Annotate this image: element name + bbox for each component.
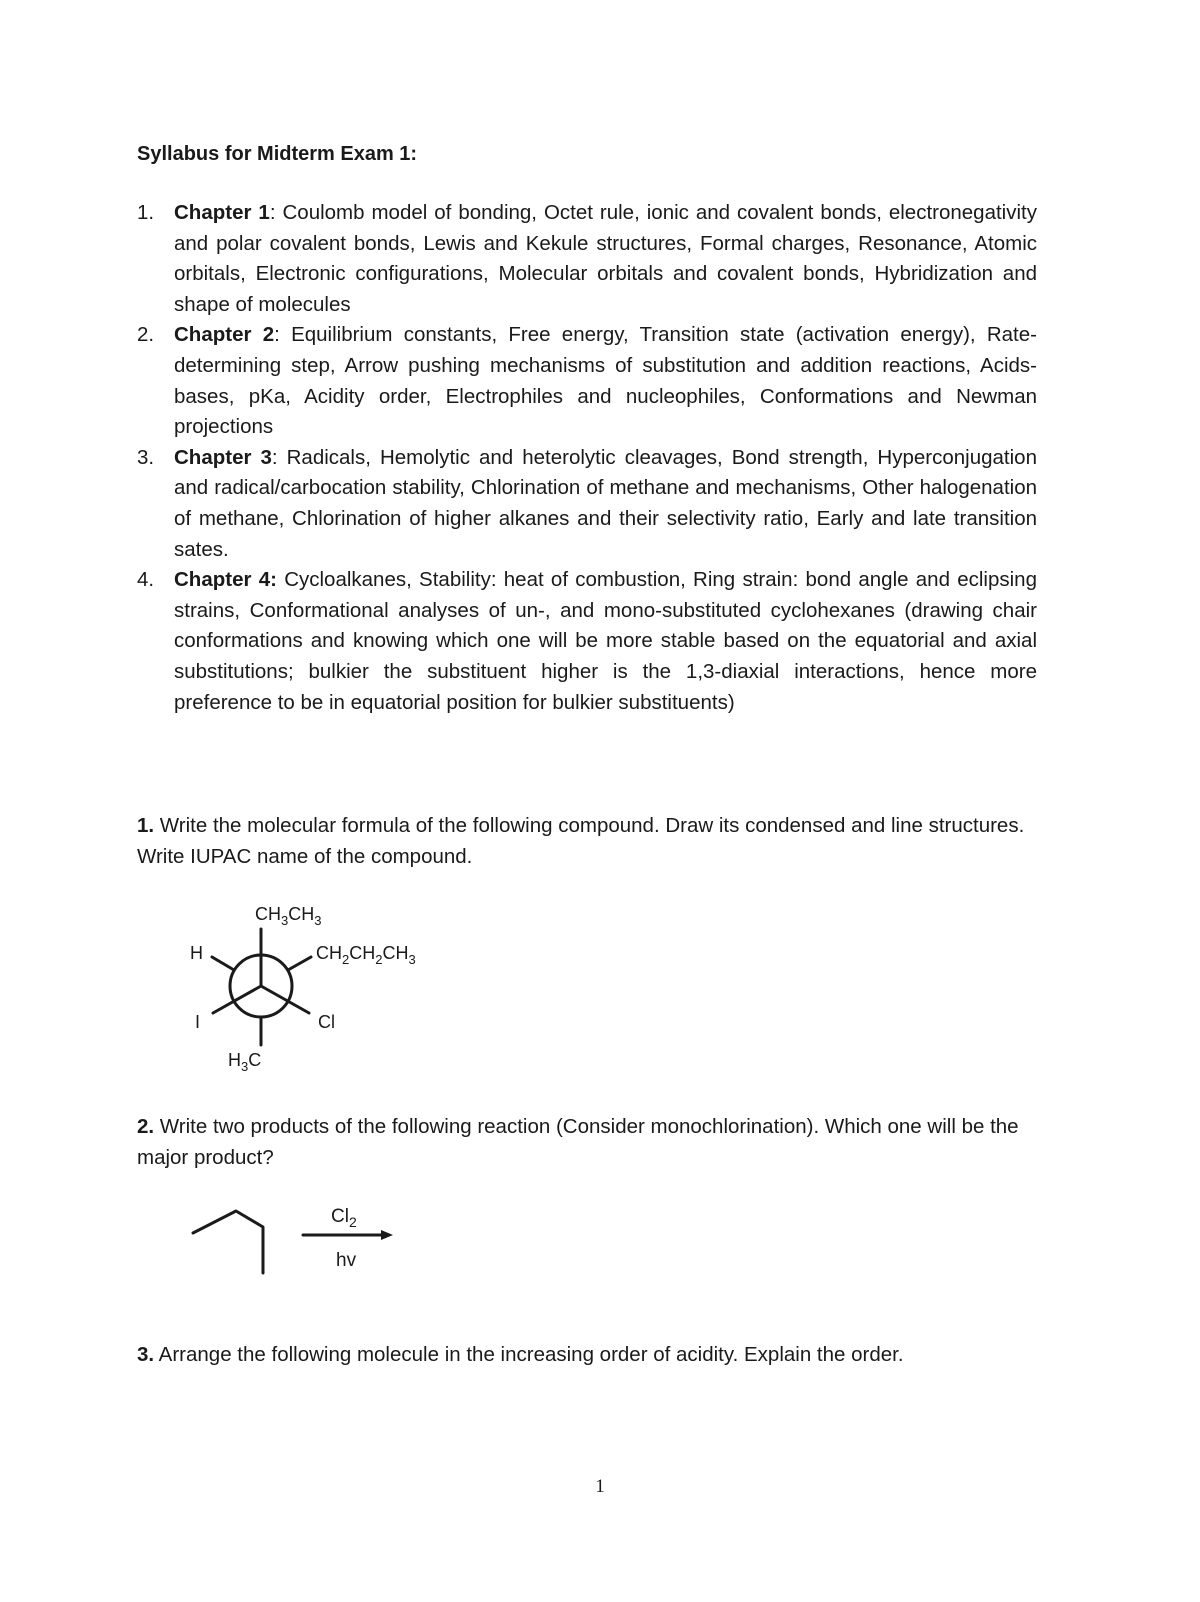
question-text: Write the molecular formula of the following compound. Draw its condensed and line structures. Write IUPAC name of the compound. [137,814,1025,868]
list-number: 4. [137,568,155,592]
question-text: Write two products of the following reaction (Consider monochlorination). Which one will be the major product? [137,1115,1019,1169]
chapter-label: Chapter 1 [174,201,270,224]
list-number: 2. [137,323,155,347]
question-number: 1. [137,814,155,837]
substituent-top: $CH_3CH_3$ [255,904,322,928]
chapter-label: Chapter 3 [174,445,272,469]
question-number: 2. [137,1115,155,1138]
chapter-label: Chapter 4: [174,568,277,592]
substituent-bottom: $H_3C$ [228,1050,262,1074]
question-text: Arrange the following molecule in the increasing order of acidity. Explain the order. [154,1343,904,1366]
list-number: 3. [137,445,155,469]
page-number: 1 [595,1476,605,1497]
separator: : [274,323,292,347]
substituent-lower-left: I [195,1012,201,1032]
propane-skeletal-structure [193,1211,263,1273]
substituent-lower-right: Cl [318,1012,335,1032]
substituent-upper-left: H [190,943,203,963]
question-3 [137,1340,1037,1371]
substituent-upper-right: $CH_2CH_2CH_3$ [316,943,416,967]
chapter-topics: Radicals, Hemolytic and heterolytic cleavages, Bond strength, Hyperconjugation and radical/carbocation stability, Chlorination of methane and mechanisms, Other halogenation of methane, Chlorination of higher alkanes and their selectivity ratio, Early and late transition sates. [174,445,1037,561]
separator: : [271,445,287,469]
separator: : [269,201,283,224]
list-number: 1. [137,201,155,224]
chapter-topics: Coulomb model of bonding, Octet rule, ionic and covalent bonds, electronegativity and polar covalent bonds, Lewis and Kekule structures, Formal charges, Resonance, Atomic orbitals, Electronic configurations, Molecular orbitals and covalent bonds, Hybridization and shape of molecules [174,201,1037,316]
reagent-label: $Cl_2$ [331,1206,357,1230]
chapter-topics: Equilibrium constants, Free energy, Transition state (activation energy), Rate-determining step, Arrow pushing mechanisms of substitution and addition reactions, Acids-bases, pKa, Acidity order, Electrophiles and nucleophiles, Conformations and Newman projections [174,323,1037,439]
chapter-topics: Cycloalkanes, Stability: heat of combustion, Ring strain: bond angle and eclipsing strains, Conformational analyses of un-, and mono-substituted cyclohexanes (drawing chair conformations and knowing which one will be more stable based on the equatorial and axial substitutions; bulkier the substituent higher is the 1,3-diaxial interactions, hence more preference to be in equatorial position for bulkier substituents) [174,568,1037,714]
chapter-label: Chapter 2 [174,323,275,347]
syllabus-heading: Syllabus for Midterm Exam 1: [137,143,418,165]
question-number: 3. [137,1343,155,1366]
reaction-arrow-head [381,1230,393,1240]
condition-label: hv [336,1250,357,1271]
